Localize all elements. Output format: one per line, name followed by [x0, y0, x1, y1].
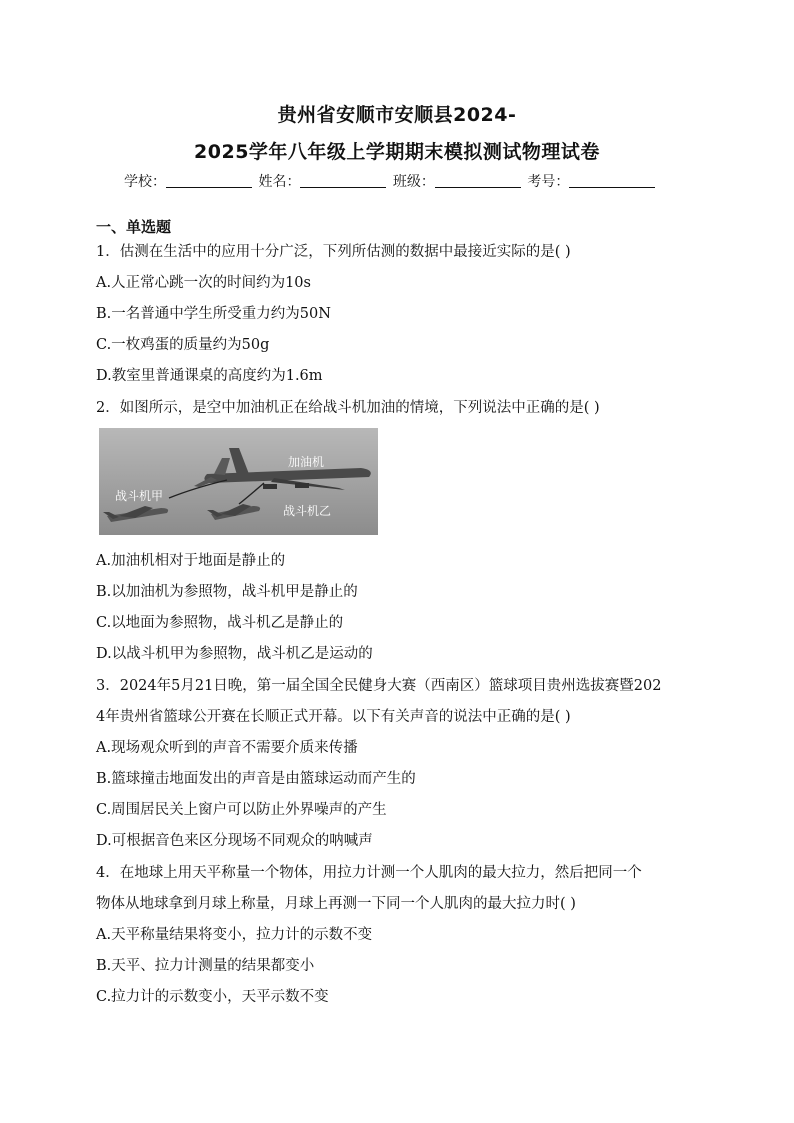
exam-title-line2: 2025学年八年级上学期期末模拟测试物理试卷: [194, 141, 600, 163]
exam-number-blank[interactable]: [569, 173, 655, 188]
question-2-option-b: B.以加油机为参照物，战斗机甲是静止的: [96, 584, 358, 600]
question-3-option-b: B.篮球撞击地面发出的声音是由篮球运动而产生的: [96, 771, 416, 787]
question-3-stem-line1: 3．2024年5月21日晚，第一届全国全民健身大赛（西南区）篮球项目贵州选拔赛暨202: [96, 678, 662, 694]
question-4-stem-line2: 物体从地球拿到月球上称量，月球上再测一下同一个人肌肉的最大拉力时( ): [96, 896, 576, 912]
class-blank[interactable]: [435, 173, 521, 188]
exam-number-label: 考号：: [527, 174, 570, 190]
question-4-option-a: A.天平称量结果将变小，拉力计的示数不变: [96, 927, 373, 943]
label-fighter-a: 战斗机甲: [115, 489, 164, 503]
refueling-photo: [99, 428, 378, 535]
question-3-option-d: D.可根据音色来区分现场不同观众的呐喊声: [96, 833, 373, 849]
question-3-option-a: A.现场观众听到的声音不需要介质来传播: [96, 740, 358, 756]
question-2-option-c: C.以地面为参照物，战斗机乙是静止的: [96, 615, 344, 631]
question-2-option-a: A.加油机相对于地面是静止的: [96, 553, 286, 569]
name-label: 姓名：: [258, 174, 301, 190]
class-label: 班级：: [392, 174, 435, 190]
name-blank[interactable]: [300, 173, 386, 188]
label-tanker: 加油机: [288, 455, 325, 469]
question-3-option-c: C.周围居民关上窗户可以防止外界噪声的产生: [96, 802, 387, 818]
label-fighter-b: 战斗机乙: [283, 504, 332, 518]
question-1-option-a: A.人正常心跳一次的时间约为10s: [96, 275, 311, 291]
question-4-stem-line1: 4．在地球上用天平称量一个物体，用拉力计测一个人肌肉的最大拉力，然后把同一个: [96, 865, 642, 881]
question-2-option-d: D.以战斗机甲为参照物，战斗机乙是运动的: [96, 646, 373, 662]
school-label: 学校：: [124, 174, 166, 190]
question-1-option-c: C.一枚鸡蛋的质量约为50g: [96, 337, 270, 353]
exam-title-line1: 贵州省安顺市安顺县2024-: [277, 104, 517, 126]
school-blank[interactable]: [166, 173, 252, 188]
section-heading-single-choice: 一、单选题: [96, 218, 172, 236]
question-4-option-c: C.拉力计的示数变小，天平示数不变: [96, 989, 329, 1005]
question-3-stem-line2: 4年贵州省篮球公开赛在长顺正式开幕。以下有关声音的说法中正确的是( ): [96, 709, 571, 725]
student-info-row: [124, 171, 657, 191]
question-4-option-b: B.天平、拉力计测量的结果都变小: [96, 958, 315, 974]
question-2-stem: 2．如图所示，是空中加油机正在给战斗机加油的情境，下列说法中正确的是( ): [96, 400, 600, 416]
question-1-option-d: D.教室里普通课桌的高度约为1.6m: [96, 368, 323, 384]
question-1-option-b: B.一名普通中学生所受重力约为50N: [96, 306, 331, 322]
question-1-stem: 1．估测在生活中的应用十分广泛，下列所估测的数据中最接近实际的是( ): [96, 244, 571, 260]
